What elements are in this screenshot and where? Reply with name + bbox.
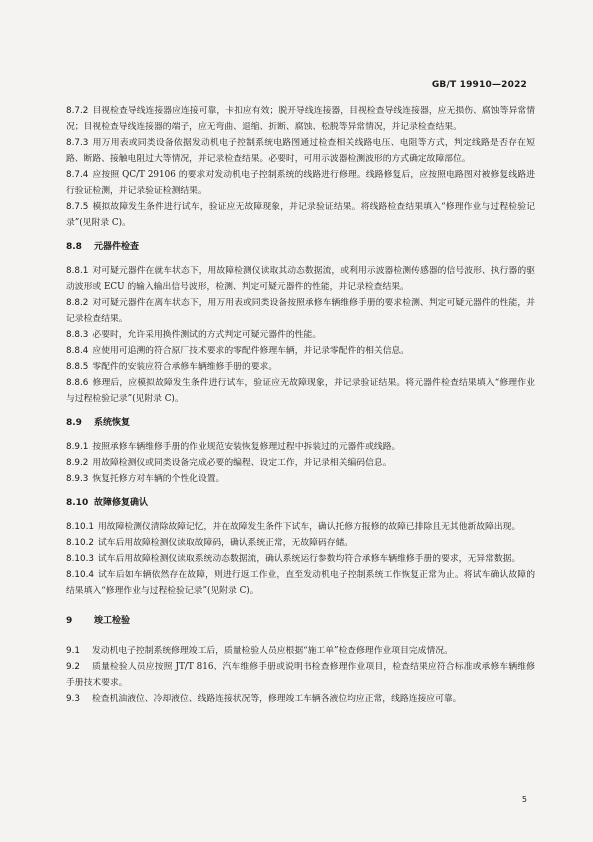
section-number: 8.9 <box>66 418 82 428</box>
clause-text: 应使用可追溯的符合原厂技术要求的零配件修理车辆，并记录零配件的相关信息。 <box>92 346 410 356</box>
clause-8-8-4 <box>66 343 535 359</box>
clause-text: 对可疑元器件在就车状态下，用故障检测仪读取其动态数据流，或利用示波器检测传感器的信号波形、执行器的驱动波形或 ECU 的输入输出信号波形，检测、判定可疑元器件的性能，并记录检查结果。 <box>66 266 535 292</box>
clause-8-9-1 <box>66 439 535 455</box>
clause-number: 8.7.4 <box>66 170 89 180</box>
clause-text: 用故障检测仪或同类设备完成必要的编程、设定工作，并记录相关编码信息。 <box>92 458 392 468</box>
clause-text: 试车后如车辆依然存在故障，则进行返工作业，直至发动机电子控制系统工作恢复正常为止。将试车确认故障的结果填入“修理作业与过程检验记录”(见附录 C)。 <box>66 570 535 596</box>
clause-8-9-3 <box>66 471 535 487</box>
clause-number: 8.8.3 <box>66 330 89 340</box>
clause-number: 8.10.3 <box>66 554 94 564</box>
clause-number: 8.8.2 <box>66 298 89 308</box>
clause-text: 检查机油液位、冷却液位、线路连接状况等，修理竣工车辆各液位均应正常，线路连接应可靠。 <box>92 694 462 704</box>
clause-number: 8.7.5 <box>66 202 89 212</box>
clause-number: 9.3 <box>66 694 80 704</box>
clause-number: 9.2 <box>66 662 80 672</box>
clause-8-10-3 <box>66 551 535 567</box>
clause-number: 9.1 <box>66 646 80 656</box>
clause-8-10-2 <box>66 535 535 551</box>
section-number: 8.8 <box>66 242 82 252</box>
clause-text: 质量检验人员应按照 JT/T 816、汽车维修手册或说明书检查修理作业项目，检查结果应符合标准或承修车辆维修手册技术要求。 <box>66 662 535 688</box>
clause-8-8-6 <box>66 375 535 407</box>
clause-9-1 <box>66 643 535 659</box>
clause-text: 零配件的安装应符合承修车辆维修手册的要求。 <box>92 362 278 372</box>
clause-8-7-5 <box>66 199 535 231</box>
section-heading-8-8 <box>66 239 535 255</box>
clause-number: 8.8.5 <box>66 362 89 372</box>
clause-8-8-2 <box>66 295 535 327</box>
clause-text: 用万用表或同类设备依据发动机电子控制系统电路图通过检查相关线路电压、电阻等方式，判定线路是否存在短路、断路、接触电阻过大等情况，并记录检查结果。必要时，可用示波器检测波形的方式确定故障部位。 <box>66 138 535 164</box>
section-title: 元器件检查 <box>94 242 140 252</box>
clause-text: 试车后用故障检测仪读取故障码，确认系统正常，无故障码存储。 <box>97 538 354 548</box>
clause-number: 8.9.1 <box>66 442 89 452</box>
clause-number: 8.10.1 <box>66 522 94 532</box>
clause-text: 对可疑元器件在离车状态下，用万用表或同类设备按照承修车辆维修手册的要求检测、判定可疑元器件的性能，并记录检查结果。 <box>66 298 535 324</box>
section-heading-8-10 <box>66 495 535 511</box>
section-title: 故障修复确认 <box>94 498 149 508</box>
clause-number: 8.8.6 <box>66 378 89 388</box>
page-number: 5 <box>521 795 527 804</box>
clause-8-7-2 <box>66 103 535 135</box>
clause-8-10-4 <box>66 567 535 599</box>
clause-9-3 <box>66 691 535 707</box>
clause-text: 应按照 QC/T 29106 的要求对发动机电子控制系统的线路进行修理。线路修复后，应按照电路图对被修复线路进行验证检测，并记录验证检测结果。 <box>66 170 535 196</box>
clause-number: 8.10.4 <box>66 570 94 580</box>
clause-8-7-4 <box>66 167 535 199</box>
clause-number: 8.10.2 <box>66 538 94 548</box>
clause-number: 8.8.1 <box>66 266 89 276</box>
clause-number: 8.8.4 <box>66 346 89 356</box>
clause-8-9-2 <box>66 455 535 471</box>
clause-text: 用故障检测仪清除故障记忆，并在故障发生条件下试车，确认托修方报修的故障已排除且无其他新故障出现。 <box>97 522 521 532</box>
section-number: 8.10 <box>66 498 89 508</box>
clause-9-2 <box>66 659 535 691</box>
clause-text: 目视检查导线连接器应连接可靠，卡扣应有效；脱开导线连接器，目视检查导线连接器，应无损伤、腐蚀等异常情况；目视检查导线连接器的端子，应无弯曲、退缩、折断、腐蚀、松脱等异常情况，并记录检查结果。 <box>66 106 535 132</box>
clause-8-10-1 <box>66 519 535 535</box>
section-title: 系统恢复 <box>94 418 131 428</box>
clause-text: 模拟故障发生条件进行试车，验证应无故障现象，并记录验证结果。将线路检查结果填入“修理作业与过程检验记录”(见附录 C)。 <box>66 202 535 228</box>
section-heading-9 <box>66 613 535 629</box>
clause-8-8-5 <box>66 359 535 375</box>
clause-8-8-1 <box>66 263 535 295</box>
section-title: 竣工检验 <box>94 616 131 626</box>
clause-number: 8.7.2 <box>66 106 89 116</box>
clause-text: 按照承修车辆维修手册的作业规范安装恢复修理过程中拆装过的元器件或线路。 <box>92 442 401 452</box>
clause-text: 修理后，应模拟故障发生条件进行试车，验证应无故障现象，并记录验证结果。将元器件检查结果填入“修理作业与过程检验记录”(见附录 C)。 <box>66 378 535 404</box>
clause-text: 发动机电子控制系统修理竣工后，质量检验人员应根据“施工单”检查修理作业项目完成情况。 <box>92 646 453 656</box>
clause-text: 恢复托修方对车辆的个性化设置。 <box>92 474 225 484</box>
clause-number: 8.9.3 <box>66 474 89 484</box>
clause-text: 必要时，允许采用换件测试的方式判定可疑元器件的性能。 <box>92 330 322 340</box>
clause-number: 8.9.2 <box>66 458 89 468</box>
clause-number: 8.7.3 <box>66 138 89 148</box>
clause-8-8-3 <box>66 327 535 343</box>
page-body <box>66 103 535 707</box>
section-number: 9 <box>66 616 73 626</box>
standard-id: GB/T 19910—2022 <box>431 80 527 90</box>
section-heading-8-9 <box>66 415 535 431</box>
clause-text: 试车后用故障检测仪读取系统动态数据流，确认系统运行参数均符合承修车辆维修手册的要求，无异常数据。 <box>97 554 521 564</box>
clause-8-7-3 <box>66 135 535 167</box>
